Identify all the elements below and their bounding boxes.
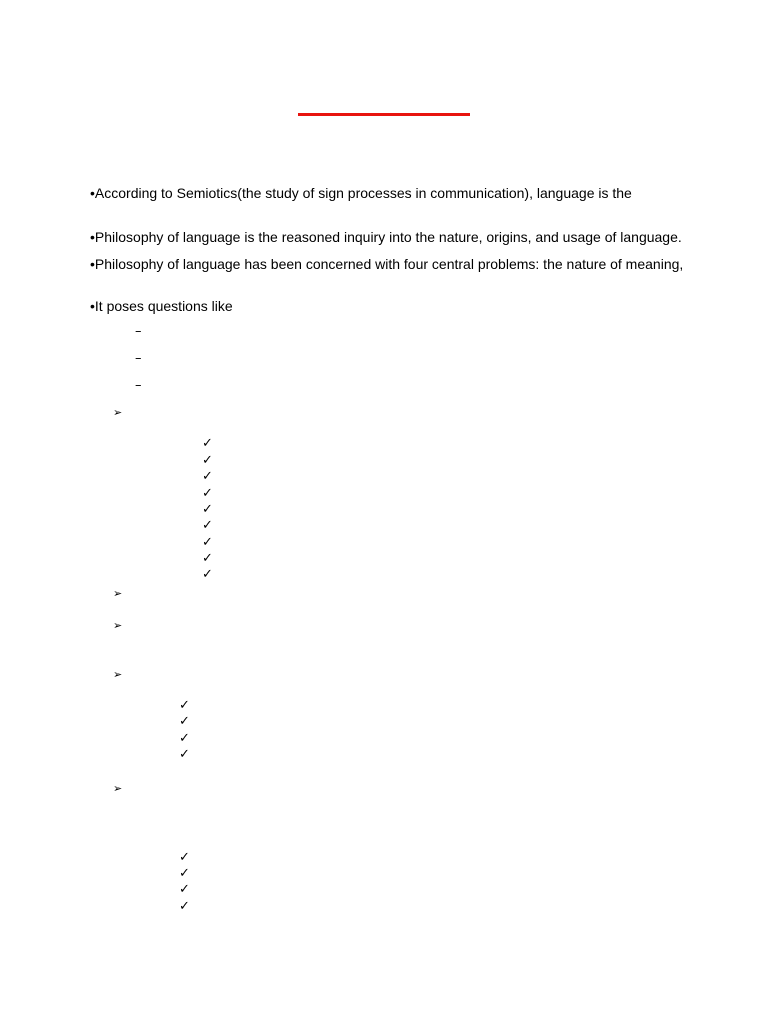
check-bullet-icon: ✓: [202, 535, 213, 550]
dash-bullet: –: [135, 378, 142, 393]
arrow-bullet-icon: ➢: [113, 782, 123, 795]
title-underline: [298, 113, 470, 116]
check-bullet-icon: ✓: [179, 866, 190, 881]
paragraph-central-problems: •Philosophy of language has been concerned with four central problems: the nature of meaning,: [90, 256, 684, 272]
dash-bullet: –: [135, 324, 142, 339]
arrow-bullet-icon: ➢: [113, 406, 123, 419]
check-bullet-icon: ✓: [202, 469, 213, 484]
paragraph-semiotics: •According to Semiotics(the study of sign processes in communication), language is the: [90, 185, 632, 201]
check-bullet-icon: ✓: [179, 714, 190, 729]
check-bullet-icon: ✓: [202, 502, 213, 517]
check-bullet-icon: ✓: [202, 518, 213, 533]
check-bullet-icon: ✓: [179, 850, 190, 865]
check-bullet-icon: ✓: [202, 453, 213, 468]
arrow-bullet-icon: ➢: [113, 587, 123, 600]
arrow-bullet-icon: ➢: [113, 619, 123, 632]
arrow-bullet-icon: ➢: [113, 668, 123, 681]
check-bullet-icon: ✓: [179, 698, 190, 713]
check-bullet-icon: ✓: [179, 731, 190, 746]
check-bullet-icon: ✓: [179, 899, 190, 914]
check-bullet-icon: ✓: [202, 436, 213, 451]
paragraph-questions: •It poses questions like: [90, 298, 233, 314]
check-bullet-icon: ✓: [202, 551, 213, 566]
check-bullet-icon: ✓: [202, 486, 213, 501]
dash-bullet: –: [135, 351, 142, 366]
check-bullet-icon: ✓: [179, 882, 190, 897]
paragraph-philosophy-definition: •Philosophy of language is the reasoned inquiry into the nature, origins, and usage of language.: [90, 229, 682, 245]
check-bullet-icon: ✓: [179, 747, 190, 762]
check-bullet-icon: ✓: [202, 567, 213, 582]
